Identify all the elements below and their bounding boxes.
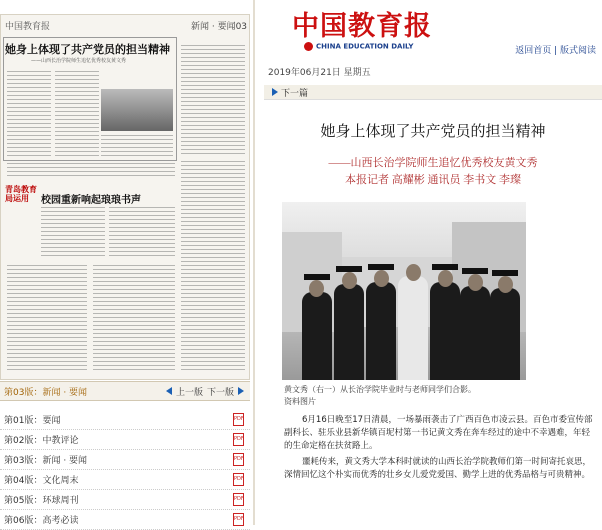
page-navigation-bar xyxy=(0,381,250,401)
thumbnail-text-column xyxy=(93,265,175,373)
page-list-item[interactable]: 第02版：中教评论 PDF xyxy=(0,430,250,450)
thumbnail-headline-2[interactable]: 校园重新响起琅琅书声 xyxy=(41,195,141,206)
thumbnail-text-column xyxy=(41,207,105,259)
article-body xyxy=(284,414,598,485)
article-title: 她身上体现了共产党员的担当精神 xyxy=(320,124,546,140)
photo-caption: 黄文秀（右一）从长治学院毕业时与老师同学们合影。 资料图片 xyxy=(284,385,476,406)
pdf-icon[interactable]: PDF xyxy=(233,493,244,506)
newspaper-logo[interactable]: 中国教育报 xyxy=(292,11,432,41)
triangle-right-icon xyxy=(272,88,278,96)
page-list xyxy=(0,410,250,530)
thumbnail-text-column xyxy=(101,135,173,157)
thumbnail-photo xyxy=(101,89,173,131)
thumbnail-text-column xyxy=(109,207,175,259)
logo-english: CHINA EDUCATION DAILY xyxy=(304,42,414,51)
logo-emblem-icon xyxy=(304,42,313,51)
thumbnail-text-column xyxy=(181,45,245,155)
thumbnail-subheadline: ——山西长治学院师生追忆优秀校友黄文秀 xyxy=(31,58,127,64)
article-byline: 本报记者 高耀彬 通讯员 李书文 李璨 xyxy=(345,174,521,186)
top-navigation xyxy=(515,43,596,56)
page-list-item[interactable]: 第03版：新闻 · 要闻 PDF xyxy=(0,450,250,470)
pdf-icon[interactable]: PDF xyxy=(233,453,244,466)
newspaper-page-thumbnail[interactable] xyxy=(0,14,250,380)
thumbnail-masthead: 中国教育报 xyxy=(5,22,51,32)
thumbnail-side-headline[interactable]: 青岛教育局运用 xyxy=(5,185,37,203)
article-subtitle: ——山西长治学院师生追忆优秀校友黄文秀 xyxy=(328,157,538,169)
layout-reading-link[interactable]: 版式阅读 xyxy=(559,46,596,56)
thumbnail-text-column xyxy=(7,163,175,177)
triangle-right-icon[interactable] xyxy=(238,387,244,395)
page-browser-panel xyxy=(0,0,250,525)
issue-date: 2019年06月21日 星期五 xyxy=(268,68,371,78)
article-panel xyxy=(256,0,602,525)
article-photo xyxy=(282,202,526,380)
page-list-item[interactable]: 第04版：文化周末 PDF xyxy=(0,470,250,490)
article-nav-bar xyxy=(264,85,602,100)
pdf-icon[interactable]: PDF xyxy=(233,473,244,486)
nav-separator: | xyxy=(551,46,560,56)
current-page-label: 第03版：新闻 · 要闻 xyxy=(4,387,88,398)
article-paragraph: 噩耗传来，黄文秀大学本科时就读的山西长治学院教师们第一时间寄托哀思，深情回忆这个朴实而优秀的壮乡女儿爱党爱国、勤学上进的优秀品格与可贵精神。 xyxy=(284,457,592,480)
article-paragraph: 6月16日晚至17日清晨，一场暴雨袭击了广西百色市凌云县。百色市委宣传部副科长、驻乐业县新华镇百坭村第一书记黄文秀在奔车经过的途中不幸遇难，年轻的生命定格在扶贫路上。 xyxy=(284,415,593,451)
next-page-link[interactable]: 下一版 xyxy=(206,387,234,398)
thumbnail-headline[interactable]: 她身上体现了共产党员的担当精神 xyxy=(5,44,170,56)
page-list-item[interactable]: 第06版：高考必读 PDF xyxy=(0,510,250,530)
thumbnail-page-label: 新闻 · 要闻03 xyxy=(191,22,248,32)
panel-divider xyxy=(253,0,255,525)
prev-page-link[interactable]: 上一版 xyxy=(175,387,203,398)
thumbnail-text-column xyxy=(7,265,87,373)
page-list-item[interactable]: 第01版：要闻 PDF xyxy=(0,410,250,430)
page-list-item[interactable]: 第05版：环球周刊 PDF xyxy=(0,490,250,510)
pdf-icon[interactable]: PDF xyxy=(233,413,244,426)
pdf-icon[interactable]: PDF xyxy=(233,513,244,526)
thumbnail-text-column xyxy=(181,161,245,373)
next-article-button[interactable]: 下一篇 xyxy=(272,86,308,99)
home-link[interactable]: 返回首页 xyxy=(515,46,552,56)
triangle-left-icon[interactable] xyxy=(166,387,172,395)
thumbnail-text-column xyxy=(55,71,99,157)
thumbnail-text-column xyxy=(7,71,51,157)
pdf-icon[interactable]: PDF xyxy=(233,433,244,446)
